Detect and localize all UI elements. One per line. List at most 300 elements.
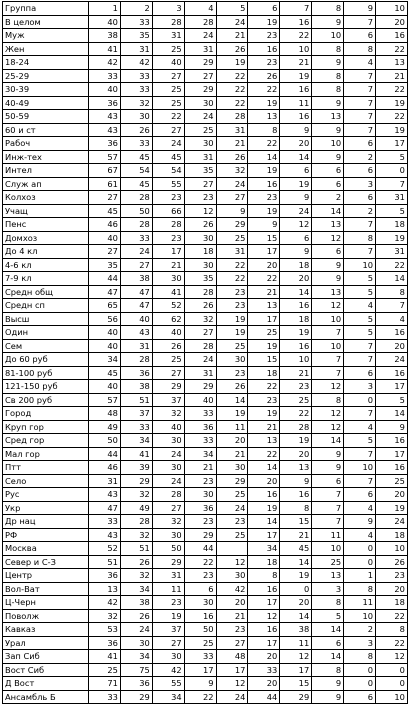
row-label: Один (3, 326, 89, 340)
table-cell: 19 (216, 407, 248, 421)
table-row (3, 677, 408, 691)
column-header: 8 (312, 2, 344, 16)
table-cell: 10 (312, 29, 344, 43)
table-cell: 9 (376, 420, 408, 434)
table-cell: 12 (248, 609, 280, 623)
table-cell: 22 (376, 42, 408, 56)
table-cell: 26 (376, 555, 408, 569)
table-cell: 12 (184, 204, 216, 218)
table-cell: 26 (184, 218, 216, 232)
table-row (3, 83, 408, 97)
table-cell: 26 (152, 339, 184, 353)
table-cell: 16 (376, 461, 408, 475)
table-cell: 33 (120, 231, 152, 245)
table-cell: 35 (89, 258, 121, 272)
table-cell: 51 (89, 555, 121, 569)
row-label: Круп гор (3, 420, 89, 434)
table-cell: 14 (280, 285, 312, 299)
table-cell: 16 (280, 83, 312, 97)
table-cell: 40 (89, 231, 121, 245)
table-cell: 50 (152, 542, 184, 556)
table-cell: 20 (280, 137, 312, 151)
row-label: До 4 кл (3, 245, 89, 259)
table-cell: 0 (344, 393, 376, 407)
column-header: 9 (344, 2, 376, 16)
table-cell: 34 (184, 447, 216, 461)
row-label: Д Вост (3, 677, 89, 691)
table-cell: 10 (344, 258, 376, 272)
table-cell: 34 (152, 690, 184, 704)
table-cell: 24 (216, 501, 248, 515)
table-cell: 30 (216, 461, 248, 475)
table-cell: 16 (248, 42, 280, 56)
table-cell: 8 (312, 663, 344, 677)
table-cell: 9 (280, 474, 312, 488)
table-cell: 16 (376, 434, 408, 448)
table-cell: 0 (376, 677, 408, 691)
table-cell: 6 (312, 245, 344, 259)
table-cell: 13 (280, 461, 312, 475)
table-cell: 20 (216, 434, 248, 448)
table-cell: 23 (216, 623, 248, 637)
table-cell: 23 (248, 393, 280, 407)
table-cell: 22 (248, 447, 280, 461)
table-row (3, 582, 408, 596)
table-cell: 23 (152, 596, 184, 610)
table-cell: 22 (376, 636, 408, 650)
table-cell: 27 (120, 258, 152, 272)
table-cell: 8 (344, 42, 376, 56)
table-cell: 17 (248, 312, 280, 326)
table-cell: 29 (120, 690, 152, 704)
table-cell: 36 (120, 366, 152, 380)
row-label: Др нац (3, 515, 89, 529)
table-header-row (3, 2, 408, 16)
table-cell: 33 (89, 690, 121, 704)
table-cell: 28 (280, 420, 312, 434)
table-cell: 14 (248, 461, 280, 475)
table-cell: 11 (280, 96, 312, 110)
table-cell: 7 (344, 110, 376, 124)
table-cell: 40 (152, 56, 184, 70)
row-label: Город (3, 407, 89, 421)
table-cell: 40 (184, 393, 216, 407)
table-cell: 10 (376, 690, 408, 704)
table-cell: 24 (152, 474, 184, 488)
table-cell: 19 (376, 96, 408, 110)
table-cell: 43 (89, 528, 121, 542)
table-cell: 53 (89, 623, 121, 637)
column-header: 2 (120, 2, 152, 16)
table-cell: 40 (120, 312, 152, 326)
table-cell: 16 (280, 15, 312, 29)
table-cell: 34 (248, 542, 280, 556)
table-cell: 20 (216, 596, 248, 610)
table-cell: 22 (248, 137, 280, 151)
table-cell: 29 (184, 83, 216, 97)
table-cell: 22 (280, 407, 312, 421)
table-cell: 45 (152, 150, 184, 164)
table-row (3, 528, 408, 542)
table-cell: 22 (216, 69, 248, 83)
table-cell: 13 (248, 110, 280, 124)
table-cell: 9 (312, 258, 344, 272)
table-cell: 7 (344, 69, 376, 83)
table-cell: 14 (216, 393, 248, 407)
table-cell: 3 (344, 380, 376, 394)
table-cell: 67 (89, 164, 121, 178)
table-cell: 9 (184, 677, 216, 691)
table-cell: 3 (344, 177, 376, 191)
table-cell: 10 (376, 542, 408, 556)
table-cell: 23 (216, 366, 248, 380)
table-cell: 31 (216, 123, 248, 137)
table-cell: 14 (280, 609, 312, 623)
table-row (3, 407, 408, 421)
row-label: Ц-Черн (3, 596, 89, 610)
table-cell: 23 (376, 569, 408, 583)
table-row (3, 137, 408, 151)
row-label: До 60 руб (3, 353, 89, 367)
table-cell: 16 (248, 623, 280, 637)
table-cell: 13 (89, 582, 121, 596)
table-cell: 36 (89, 96, 121, 110)
table-cell: 19 (280, 569, 312, 583)
table-cell: 35 (120, 29, 152, 43)
table-cell: 37 (120, 407, 152, 421)
table-cell: 11 (280, 636, 312, 650)
table-cell: 50 (184, 623, 216, 637)
table-cell: 33 (184, 650, 216, 664)
table-cell: 7 (312, 501, 344, 515)
row-label: 25-29 (3, 69, 89, 83)
table-cell: 33 (120, 83, 152, 97)
table-row (3, 663, 408, 677)
table-cell: 19 (376, 123, 408, 137)
table-cell: 21 (184, 461, 216, 475)
table-cell: 17 (248, 245, 280, 259)
table-cell: 4 (344, 420, 376, 434)
row-label: 7-9 кл (3, 272, 89, 286)
row-label: Сем (3, 339, 89, 353)
table-cell: 22 (184, 555, 216, 569)
table-cell: 32 (152, 407, 184, 421)
table-cell: 28 (184, 285, 216, 299)
table-cell: 16 (248, 488, 280, 502)
table-row (3, 366, 408, 380)
table-cell: 14 (280, 555, 312, 569)
column-header: 6 (248, 2, 280, 16)
table-cell: 19 (248, 96, 280, 110)
table-cell: 24 (120, 245, 152, 259)
table-row (3, 447, 408, 461)
table-cell: 9 (216, 204, 248, 218)
table-cell: 46 (89, 461, 121, 475)
table-cell: 28 (152, 15, 184, 29)
table-cell: 7 (376, 299, 408, 313)
table-cell: 30 (152, 272, 184, 286)
table-cell: 42 (89, 56, 121, 70)
table-cell: 23 (152, 191, 184, 205)
table-cell: 16 (280, 339, 312, 353)
column-header: 1 (89, 2, 121, 16)
table-cell: 9 (312, 447, 344, 461)
table-cell: 33 (120, 420, 152, 434)
table-cell: 38 (120, 380, 152, 394)
table-cell: 23 (152, 231, 184, 245)
table-cell: 22 (376, 609, 408, 623)
table-cell: 6 (312, 177, 344, 191)
table-cell: 21 (280, 56, 312, 70)
table-cell: 8 (344, 231, 376, 245)
table-cell: 45 (89, 204, 121, 218)
table-cell: 12 (280, 650, 312, 664)
table-cell: 31 (152, 569, 184, 583)
table-cell: 45 (120, 177, 152, 191)
table-cell: 33 (120, 69, 152, 83)
table-cell: 0 (344, 677, 376, 691)
table-cell: 12 (216, 555, 248, 569)
table-cell: 25 (248, 326, 280, 340)
table-cell: 12 (280, 218, 312, 232)
table-cell: 25 (312, 555, 344, 569)
table-cell: 5 (344, 272, 376, 286)
table-cell: 30 (184, 137, 216, 151)
table-cell: 11 (152, 582, 184, 596)
row-label: Рабоч (3, 137, 89, 151)
table-cell: 48 (216, 650, 248, 664)
table-row (3, 339, 408, 353)
table-cell: 19 (248, 339, 280, 353)
table-cell: 6 (344, 690, 376, 704)
table-cell: 8 (344, 650, 376, 664)
table-cell: 45 (120, 150, 152, 164)
table-cell: 41 (89, 650, 121, 664)
table-cell: 9 (312, 15, 344, 29)
table-cell: 18 (280, 312, 312, 326)
column-header: 7 (280, 2, 312, 16)
table-cell: 34 (120, 582, 152, 596)
table-cell: 7 (344, 83, 376, 97)
table-cell: 22 (216, 272, 248, 286)
table-cell: 10 (280, 42, 312, 56)
table-row (3, 245, 408, 259)
table-cell: 8 (280, 501, 312, 515)
table-cell: 12 (312, 407, 344, 421)
table-cell: 32 (120, 569, 152, 583)
table-cell: 25 (376, 474, 408, 488)
table-cell: 31 (376, 245, 408, 259)
table-cell: 35 (184, 272, 216, 286)
table-cell: 40 (89, 326, 121, 340)
table-cell: 32 (184, 312, 216, 326)
table-cell: 8 (344, 582, 376, 596)
table-cell: 7 (344, 123, 376, 137)
table-cell: 23 (184, 569, 216, 583)
table-cell: 26 (216, 380, 248, 394)
table-cell: 37 (152, 623, 184, 637)
table-cell: 27 (216, 636, 248, 650)
table-cell: 6 (344, 366, 376, 380)
row-label: Служ ап (3, 177, 89, 191)
table-cell: 23 (184, 191, 216, 205)
table-cell: 41 (89, 42, 121, 56)
table-cell: 27 (184, 177, 216, 191)
table-row (3, 164, 408, 178)
table-row (3, 609, 408, 623)
table-cell: 33 (184, 434, 216, 448)
table-cell: 46 (89, 218, 121, 232)
table-cell: 33 (89, 69, 121, 83)
table-row (3, 15, 408, 29)
table-cell: 23 (248, 29, 280, 43)
table-cell: 55 (152, 677, 184, 691)
table-cell: 27 (216, 191, 248, 205)
row-label: Мал гор (3, 447, 89, 461)
table-cell: 25 (280, 393, 312, 407)
table-cell: 29 (152, 555, 184, 569)
row-label: В целом (3, 15, 89, 29)
row-label: Птт (3, 461, 89, 475)
table-cell: 25 (184, 636, 216, 650)
table-row (3, 380, 408, 394)
table-cell: 22 (152, 110, 184, 124)
row-label: 30-39 (3, 83, 89, 97)
table-cell: 61 (89, 177, 121, 191)
table-cell: 21 (216, 609, 248, 623)
table-cell: 37 (152, 393, 184, 407)
table-cell: 43 (89, 123, 121, 137)
table-cell: 57 (89, 393, 121, 407)
table-row (3, 474, 408, 488)
table-cell: 17 (216, 663, 248, 677)
row-label: Поволж (3, 609, 89, 623)
table-cell: 20 (376, 488, 408, 502)
table-cell: 19 (280, 326, 312, 340)
table-row (3, 488, 408, 502)
table-row (3, 56, 408, 70)
table-cell: 25 (152, 42, 184, 56)
row-label: Сред гор (3, 434, 89, 448)
table-cell: 16 (376, 29, 408, 43)
table-cell: 14 (312, 204, 344, 218)
column-header: 10 (376, 2, 408, 16)
table-row (3, 231, 408, 245)
table-cell: 34 (120, 434, 152, 448)
table-cell: 18 (248, 555, 280, 569)
table-row (3, 434, 408, 448)
row-label: Св 200 руб (3, 393, 89, 407)
table-row (3, 515, 408, 529)
table-cell: 18 (248, 366, 280, 380)
table-cell: 27 (89, 191, 121, 205)
table-row (3, 218, 408, 232)
row-label: Север и С-З (3, 555, 89, 569)
table-row (3, 353, 408, 367)
table-cell: 4 (376, 312, 408, 326)
row-label: Вост Сиб (3, 663, 89, 677)
table-cell: 8 (248, 123, 280, 137)
table-cell: 0 (280, 582, 312, 596)
table-cell: 16 (376, 326, 408, 340)
table-cell: 49 (89, 420, 121, 434)
table-cell: 8 (312, 42, 344, 56)
row-label: Пенс (3, 218, 89, 232)
table-cell: 24 (216, 15, 248, 29)
table-cell: 26 (248, 69, 280, 83)
table-cell: 6 (280, 164, 312, 178)
table-cell: 17 (280, 663, 312, 677)
table-cell: 25 (216, 528, 248, 542)
table-cell: 25 (216, 339, 248, 353)
table-cell: 52 (89, 542, 121, 556)
table-cell: 22 (184, 690, 216, 704)
table-cell: 40 (152, 326, 184, 340)
table-cell: 23 (216, 515, 248, 529)
table-cell: 38 (280, 623, 312, 637)
table-cell: 51 (120, 393, 152, 407)
row-label: РФ (3, 528, 89, 542)
table-cell: 43 (89, 110, 121, 124)
column-header: 4 (184, 2, 216, 16)
table-cell: 13 (312, 110, 344, 124)
column-header: 5 (216, 2, 248, 16)
row-label: Рус (3, 488, 89, 502)
table-cell: 7 (312, 488, 344, 502)
table-cell: 42 (120, 56, 152, 70)
table-cell: 6 (312, 164, 344, 178)
table-cell: 33 (184, 407, 216, 421)
table-cell: 45 (89, 366, 121, 380)
table-cell: 32 (89, 609, 121, 623)
table-cell: 36 (89, 569, 121, 583)
table-cell: 24 (216, 690, 248, 704)
table-row (3, 461, 408, 475)
table-cell: 40 (89, 339, 121, 353)
table-cell: 0 (344, 555, 376, 569)
table-cell: 14 (312, 623, 344, 637)
table-cell: 10 (312, 312, 344, 326)
row-label: 50-59 (3, 110, 89, 124)
table-cell: 1 (344, 569, 376, 583)
table-cell: 30 (184, 488, 216, 502)
table-cell: 7 (344, 15, 376, 29)
table-cell: 23 (216, 285, 248, 299)
table-cell: 20 (248, 677, 280, 691)
table-cell: 12 (216, 677, 248, 691)
table-cell: 9 (312, 461, 344, 475)
table-cell: 6 (344, 164, 376, 178)
table-cell: 33 (89, 515, 121, 529)
table-cell: 26 (184, 299, 216, 313)
row-label: Вол-Ват (3, 582, 89, 596)
table-cell: 38 (120, 596, 152, 610)
table-cell: 28 (152, 218, 184, 232)
table-cell: 33 (120, 137, 152, 151)
table-cell: 7 (344, 474, 376, 488)
table-cell: 6 (312, 636, 344, 650)
row-label: Урал (3, 636, 89, 650)
table-cell: 32 (216, 164, 248, 178)
table-cell: 0 (376, 663, 408, 677)
table-cell: 42 (216, 582, 248, 596)
table-cell: 14 (248, 150, 280, 164)
table-cell: 16 (376, 366, 408, 380)
table-cell: 27 (152, 636, 184, 650)
table-cell: 15 (248, 353, 280, 367)
table-cell: 39 (120, 461, 152, 475)
table-cell: 17 (152, 245, 184, 259)
